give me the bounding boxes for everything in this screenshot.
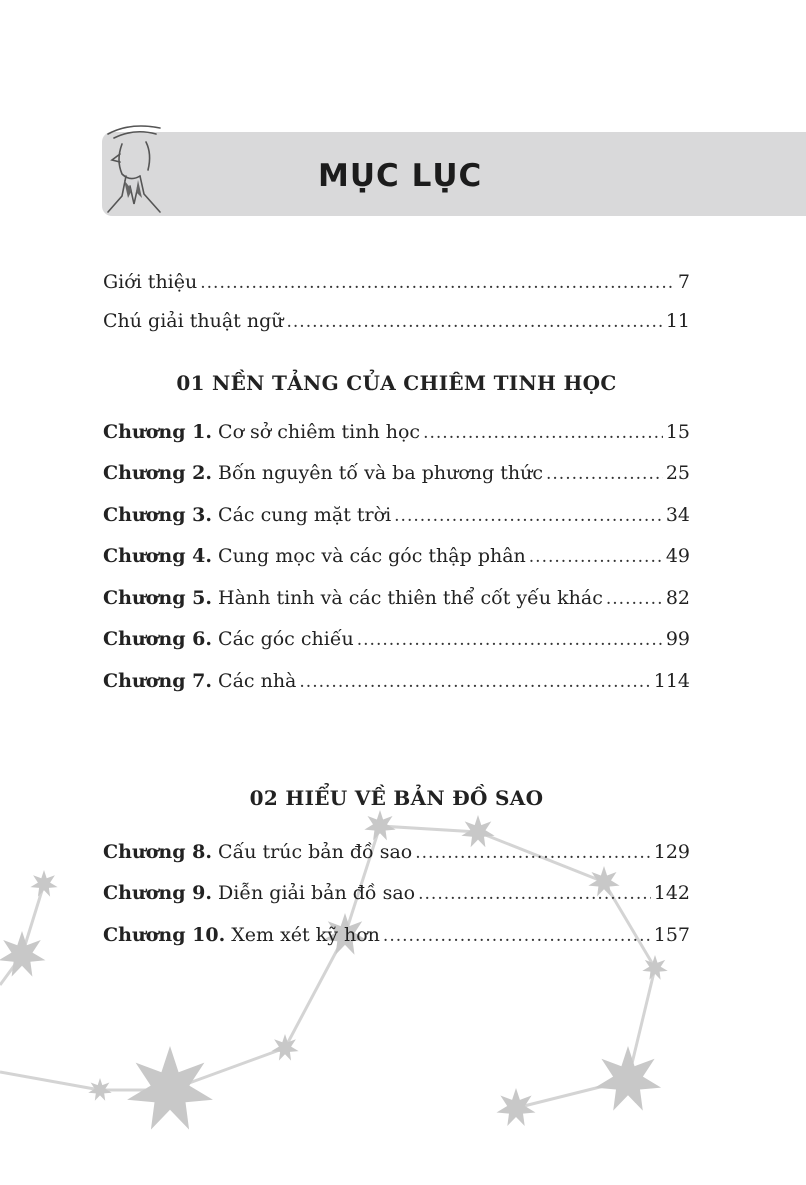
chapter-title: Cơ sở chiêm tinh học	[218, 421, 421, 443]
toc-entry-chapter-8[interactable]	[103, 840, 690, 865]
chapter-prefix: Chương 10.	[103, 924, 226, 946]
star-icon	[30, 870, 57, 897]
toc-page-number: 7	[677, 271, 690, 293]
chapter-title: Bốn nguyên tố và ba phương thức	[218, 462, 543, 484]
chapter-title: Các góc chiếu	[218, 628, 354, 650]
toc-page-number: 82	[665, 587, 690, 609]
chapter-title: Xem xét kỹ hơn	[231, 924, 380, 946]
toc-entry-chapter-3[interactable]	[103, 503, 690, 528]
toc-entry-label: Giới thiệu	[103, 271, 198, 293]
star-icon	[127, 1046, 213, 1130]
toc-entry-chapter-2[interactable]	[103, 461, 690, 486]
toc-entry-label: Chú giải thuật ngữ	[103, 310, 284, 332]
chapter-prefix: Chương 6.	[103, 628, 212, 650]
astrologer-portrait-icon	[100, 120, 166, 216]
chapter-title: Diễn giải bản đồ sao	[218, 882, 416, 904]
toc-page-number: 142	[653, 882, 690, 904]
constellation-line	[0, 1072, 100, 1090]
section-heading-01: 01 NỀN TẢNG CỦA CHIÊM TINH HỌC	[176, 371, 617, 395]
toc-entry-intro[interactable]	[103, 270, 690, 295]
dot-leader	[200, 271, 675, 295]
constellation-line	[380, 826, 478, 832]
toc-page-number: 25	[665, 462, 690, 484]
toc-page-number: 99	[665, 628, 690, 650]
chapter-prefix: Chương 3.	[103, 504, 212, 526]
dot-leader	[418, 882, 651, 906]
toc-page-number: 15	[665, 421, 690, 443]
toc-page-number: 157	[653, 924, 690, 946]
chapter-prefix: Chương 2.	[103, 462, 212, 484]
chapter-prefix: Chương 5.	[103, 587, 212, 609]
chapter-title: Hành tinh và các thiên thể cốt yếu khác	[218, 587, 603, 609]
chapter-title: Các cung mặt trời	[218, 504, 392, 526]
chapter-prefix: Chương 8.	[103, 841, 212, 863]
toc-entry-chapter-10[interactable]	[103, 923, 690, 948]
toc-entry-glossary[interactable]	[103, 309, 690, 334]
star-icon	[0, 931, 45, 977]
chapter-prefix: Chương 9.	[103, 882, 212, 904]
dot-leader	[546, 462, 663, 486]
chapter-title: Các nhà	[218, 670, 297, 692]
dot-leader	[357, 628, 663, 652]
chapter-title: Cấu trúc bản đồ sao	[218, 841, 413, 863]
dot-leader	[299, 670, 650, 694]
toc-entry-chapter-7[interactable]	[103, 669, 690, 694]
star-icon	[271, 1034, 298, 1061]
dot-leader	[286, 310, 662, 334]
toc-page-number: 49	[665, 545, 690, 567]
toc-page-number: 34	[665, 504, 690, 526]
toc-page-number: 11	[665, 310, 690, 332]
chapter-title: Cung mọc và các góc thập phân	[218, 545, 526, 567]
dot-leader	[415, 841, 651, 865]
chapter-prefix: Chương 4.	[103, 545, 212, 567]
chapter-prefix: Chương 7.	[103, 670, 212, 692]
toc-page-number: 114	[653, 670, 690, 692]
dot-leader	[529, 545, 663, 569]
toc-page-number: 129	[653, 841, 690, 863]
dot-leader	[394, 504, 663, 528]
toc-entry-chapter-4[interactable]	[103, 544, 690, 569]
dot-leader	[423, 421, 663, 445]
chapter-prefix: Chương 1.	[103, 421, 212, 443]
star-icon	[642, 955, 667, 980]
dot-leader	[606, 587, 663, 611]
toc-entry-chapter-9[interactable]	[103, 881, 690, 906]
section-heading-02: 02 HIỂU VỀ BẢN ĐỒ SAO	[249, 786, 544, 810]
star-icon	[497, 1088, 536, 1126]
dot-leader	[383, 924, 651, 948]
star-icon	[595, 1046, 661, 1111]
toc-entry-chapter-1[interactable]	[103, 420, 690, 445]
page-title: MỤC LỤC	[318, 158, 483, 194]
toc-entry-chapter-5[interactable]	[103, 586, 690, 611]
toc-entry-chapter-6[interactable]	[103, 627, 690, 652]
